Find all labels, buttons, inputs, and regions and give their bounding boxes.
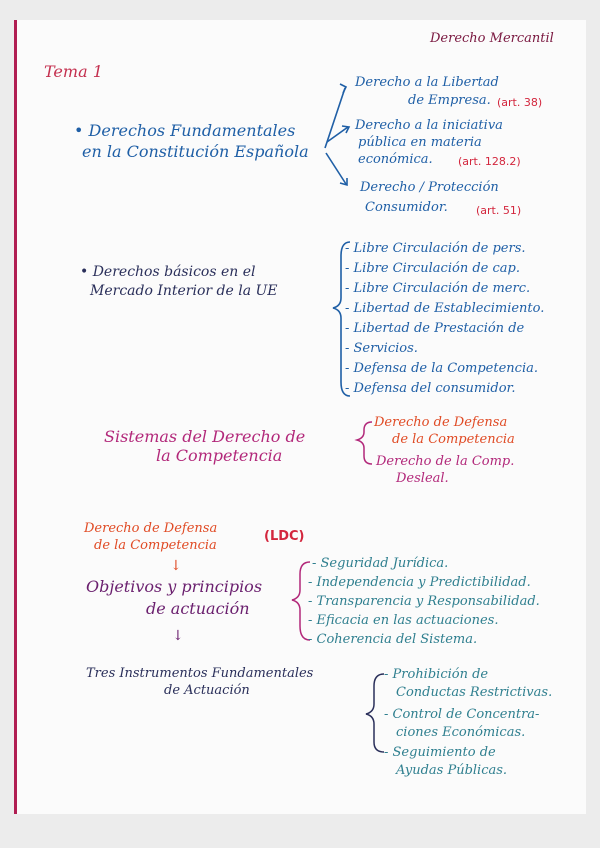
section1-item3-line1: Derecho / Protección (360, 180, 499, 195)
section1-heading-line1: • Derechos Fundamentales (74, 121, 296, 140)
instruments-item2-line2: ciones Económicas. (396, 725, 526, 740)
objectives-item: - Transparencia y Responsabilidad. (308, 594, 540, 609)
objectives-item: - Eficacia en las actuaciones. (308, 613, 499, 628)
section1-item1-line2: de Empresa. (408, 93, 491, 108)
topic-title: Tema 1 (44, 62, 103, 81)
section3-item1-line1: Derecho de Defensa (374, 415, 508, 430)
section1-item2-line1: Derecho a la iniciativa (355, 118, 503, 133)
ldc-heading-line2: de la Competencia (94, 538, 217, 553)
objectives-heading-line1: Objetivos y principios (86, 577, 263, 596)
instruments-heading-line1: Tres Instrumentos Fundamentales (86, 666, 314, 681)
section1-item3-line2: Consumidor. (365, 200, 448, 215)
section1-item2-ref: (art. 128.2) (458, 155, 521, 168)
instruments-item3-line2: Ayudas Públicas. (396, 763, 508, 778)
section2-item: - Libertad de Establecimiento. (345, 301, 545, 316)
instruments-item1-line2: Conductas Restrictivas. (396, 685, 553, 700)
section1-item2-line2: pública en materia (358, 135, 482, 150)
section3-item1-line2: de la Competencia (392, 432, 515, 447)
instruments-heading-line2: de Actuación (164, 683, 250, 698)
section3-heading-line2: la Competencia (156, 446, 283, 465)
down-arrow-icon: ↓ (172, 628, 184, 644)
ldc-heading-line1: Derecho de Defensa (84, 521, 218, 536)
section3-item2-line2: Desleal. (396, 471, 449, 486)
down-arrow-icon: ↓ (170, 558, 182, 574)
section3-item2-line1: Derecho de la Comp. (376, 454, 515, 469)
section1-item2-line3: económica. (358, 152, 433, 167)
ldc-abbreviation: (LDC) (264, 529, 305, 544)
instruments-item3-line1: - Seguimiento de (384, 745, 496, 760)
objectives-item: - Seguridad Jurídica. (312, 556, 449, 571)
section2-item: - Defensa del consumidor. (345, 381, 516, 396)
objectives-item: - Coherencia del Sistema. (308, 632, 478, 647)
section2-item: - Libertad de Prestación de (345, 321, 525, 336)
section2-heading-line1: • Derechos básicos en el (80, 264, 256, 280)
section2-item: - Defensa de la Competencia. (345, 361, 538, 376)
section1-item3-ref: (art. 51) (476, 204, 522, 217)
section2-item: - Libre Circulación de merc. (345, 281, 531, 296)
section3-heading-line1: Sistemas del Derecho de (104, 427, 306, 446)
instruments-item1-line1: - Prohibición de (384, 667, 489, 682)
objectives-item: - Independencia y Predictibilidad. (308, 575, 531, 590)
objectives-heading-line2: de actuación (146, 599, 250, 618)
subject-title: Derecho Mercantil (430, 31, 554, 46)
section1-heading-line2: en la Constitución Española (82, 142, 309, 161)
section2-heading-line2: Mercado Interior de la UE (90, 283, 278, 299)
section2-item: - Libre Circulación de pers. (345, 241, 526, 256)
section1-item1-ref: (art. 38) (497, 96, 543, 109)
section2-item: - Libre Circulación de cap. (345, 261, 520, 276)
section1-item1-line1: Derecho a la Libertad (355, 75, 499, 90)
section2-item: - Servicios. (345, 341, 418, 356)
instruments-item2-line1: - Control de Concentra- (384, 707, 540, 722)
